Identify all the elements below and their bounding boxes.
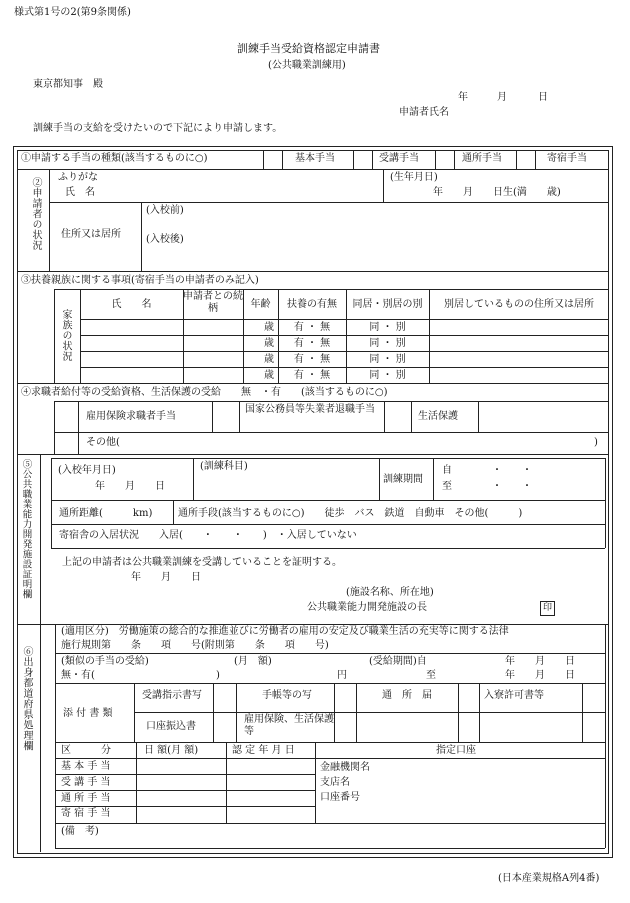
recv-from-date: 年 月 日 bbox=[505, 656, 575, 667]
doc-insurance: 雇用保険、生活保護等 bbox=[244, 714, 334, 737]
th-account: 指定口座 bbox=[436, 745, 476, 756]
before-label: (入校前) bbox=[146, 205, 184, 216]
doc-commute: 通 所 届 bbox=[382, 690, 432, 701]
col-age: 年齢 bbox=[250, 299, 271, 310]
address-label: 住所又は居所 bbox=[61, 229, 121, 240]
period-to: 至 bbox=[442, 481, 452, 492]
form-subtitle: (公共職業訓練用) bbox=[268, 60, 346, 71]
allow-basic: 基 本 手 当 bbox=[61, 761, 111, 772]
s6-vlabel: ⑥出身都道府県処理欄 bbox=[21, 646, 32, 751]
date-day: 日 bbox=[538, 92, 548, 103]
row2-support[interactable]: 有 ・ 無 bbox=[293, 338, 331, 349]
form-title: 訓練手当受給資格認定申請書 bbox=[237, 42, 380, 55]
th-cert-date: 認 定 年 月 日 bbox=[232, 745, 295, 756]
recv-to-date: 年 月 日 bbox=[505, 670, 575, 681]
type-basic[interactable]: 基本手当 bbox=[295, 153, 335, 164]
allow-attend: 受 講 手 当 bbox=[61, 777, 111, 788]
type-commute[interactable]: 通所手当 bbox=[462, 153, 502, 164]
row3-support[interactable]: 有 ・ 無 bbox=[293, 354, 331, 365]
branch-label: 支店名 bbox=[320, 777, 350, 788]
s3-label: ③扶養親族に関する事項(寄宿手当の申請者のみ記入) bbox=[21, 275, 259, 286]
period-from-dots: ・ ・ bbox=[492, 465, 532, 476]
s2-vlabel: ②申請者の状況 bbox=[30, 177, 41, 251]
means-label[interactable]: 通所手段(該当するものに○) 徒歩 バス 鉄道 自動車 その他( ) bbox=[178, 508, 523, 519]
col-relation: 申請者との続柄 bbox=[183, 291, 243, 314]
item-civil-servant[interactable]: 国家公務員等失業者退職手当 bbox=[245, 404, 375, 415]
remarks-label: (備 考) bbox=[61, 826, 99, 837]
col-address: 別居しているものの住所又は居所 bbox=[444, 299, 594, 310]
row1-age: 歳 bbox=[264, 322, 274, 333]
row3-age: 歳 bbox=[264, 354, 274, 365]
row2-age: 歳 bbox=[264, 338, 274, 349]
s5-vlabel: ⑤公共職業能力開発施設証明欄 bbox=[20, 459, 32, 599]
period-to-dots: ・ ・ bbox=[492, 481, 532, 492]
s4-label: ④求職者給付等の受給資格、生活保護の受給 無 ・有 (該当するものに○) bbox=[21, 387, 388, 398]
doc-notebook: 手帳等の写 bbox=[262, 690, 312, 701]
name-label: 氏 名 bbox=[65, 187, 95, 198]
facility-label: (施設名称、所在地) bbox=[346, 587, 434, 598]
facility-head: 公共職業能力開発施設の長 bbox=[307, 602, 427, 613]
th-daily: 日 額(月 額) bbox=[144, 745, 199, 756]
entry-date-fields: 年 月 日 bbox=[95, 481, 165, 492]
allow-dorm: 寄 宿 手 当 bbox=[61, 808, 111, 819]
umu-label[interactable]: 無・有( bbox=[61, 670, 95, 681]
period-label: 訓練期間 bbox=[383, 474, 423, 485]
type-dorm[interactable]: 寄宿手当 bbox=[547, 153, 587, 164]
similar-label: (類似の手当の受給) bbox=[61, 656, 149, 667]
type-attendance[interactable]: 受講手当 bbox=[379, 153, 419, 164]
form-number: 様式第1号の2(第9条関係) bbox=[14, 7, 131, 18]
to-label: 至 bbox=[426, 670, 436, 681]
cert-text: 上記の申請者は公共職業訓練を受講していることを証明する。 bbox=[62, 557, 342, 568]
course-label: (訓練科目) bbox=[200, 461, 248, 472]
attach-label: 添 付 書 類 bbox=[63, 708, 113, 719]
row4-support[interactable]: 有 ・ 無 bbox=[293, 370, 331, 381]
after-label: (入校後) bbox=[146, 234, 184, 245]
item-other-close: ) bbox=[594, 437, 598, 448]
rule-text: 施行規則第 条 項 号(附則第 条 項 号) bbox=[61, 640, 329, 651]
allow-commute: 通 所 手 当 bbox=[61, 793, 111, 804]
period-from: 自 bbox=[442, 465, 452, 476]
row1-live[interactable]: 同 ・ 別 bbox=[369, 322, 406, 333]
doc-transfer: 口座振込書 bbox=[146, 721, 196, 732]
applicant-name-label: 申請者氏名 bbox=[399, 107, 449, 118]
account-label: 口座番号 bbox=[320, 792, 360, 803]
birth-label: (生年月日) bbox=[390, 172, 438, 183]
doc-dorm: 入寮許可書等 bbox=[484, 690, 544, 701]
item-other[interactable]: その他( bbox=[86, 437, 120, 448]
recv-period-label: (受給期間)自 bbox=[369, 656, 427, 667]
bank-label: 金融機関名 bbox=[320, 762, 370, 773]
s3-vlabel: 家族の状況 bbox=[60, 309, 71, 362]
item-welfare[interactable]: 生活保護 bbox=[418, 411, 458, 422]
date-month: 月 bbox=[497, 92, 507, 103]
item-employment-ins[interactable]: 雇用保険求職者手当 bbox=[86, 411, 176, 422]
footer-note: (日本産業規格A列4番) bbox=[498, 873, 600, 884]
category-text: (適用区分) 労働施策の総合的な推進並びに労働者の雇用の安定及び職業生活の充実等に関する法律 bbox=[61, 626, 509, 637]
row1-support[interactable]: 有 ・ 無 bbox=[293, 322, 331, 333]
doc-instruction: 受講指示書写 bbox=[142, 690, 202, 701]
monthly-label: (月 額) bbox=[234, 656, 272, 667]
yen-label: 円 bbox=[337, 670, 347, 681]
date-year: 年 bbox=[458, 92, 468, 103]
umu-close: ) bbox=[216, 670, 220, 681]
row2-live[interactable]: 同 ・ 別 bbox=[369, 338, 406, 349]
distance-label: 通所距離( km) bbox=[59, 508, 153, 519]
entry-date-label: (入校年月日) bbox=[58, 465, 116, 476]
th-category: 区 分 bbox=[61, 745, 111, 756]
cert-date: 年 月 日 bbox=[131, 572, 201, 583]
s1-label: ①申請する手当の種類(該当するものに○) bbox=[21, 153, 208, 164]
seal-stamp: 印 bbox=[540, 601, 555, 616]
row3-live[interactable]: 同 ・ 別 bbox=[369, 354, 406, 365]
col-support: 扶養の有無 bbox=[287, 299, 337, 310]
row4-age: 歳 bbox=[264, 370, 274, 381]
addressee: 東京都知事 殿 bbox=[33, 79, 103, 90]
row4-live[interactable]: 同 ・ 別 bbox=[369, 370, 406, 381]
birth-fields: 年 月 日生(満 歳) bbox=[433, 187, 561, 198]
intro-text: 訓練手当の支給を受けたいので下記により申請します。 bbox=[33, 123, 283, 134]
col-live: 同居・別居の別 bbox=[352, 299, 423, 310]
furigana-label: ふりがな bbox=[58, 172, 98, 183]
dorm-status[interactable]: 寄宿舎の入居状況 入居( ・ ・ ) ・入居していない bbox=[59, 530, 357, 541]
col-name: 氏 名 bbox=[111, 299, 152, 310]
